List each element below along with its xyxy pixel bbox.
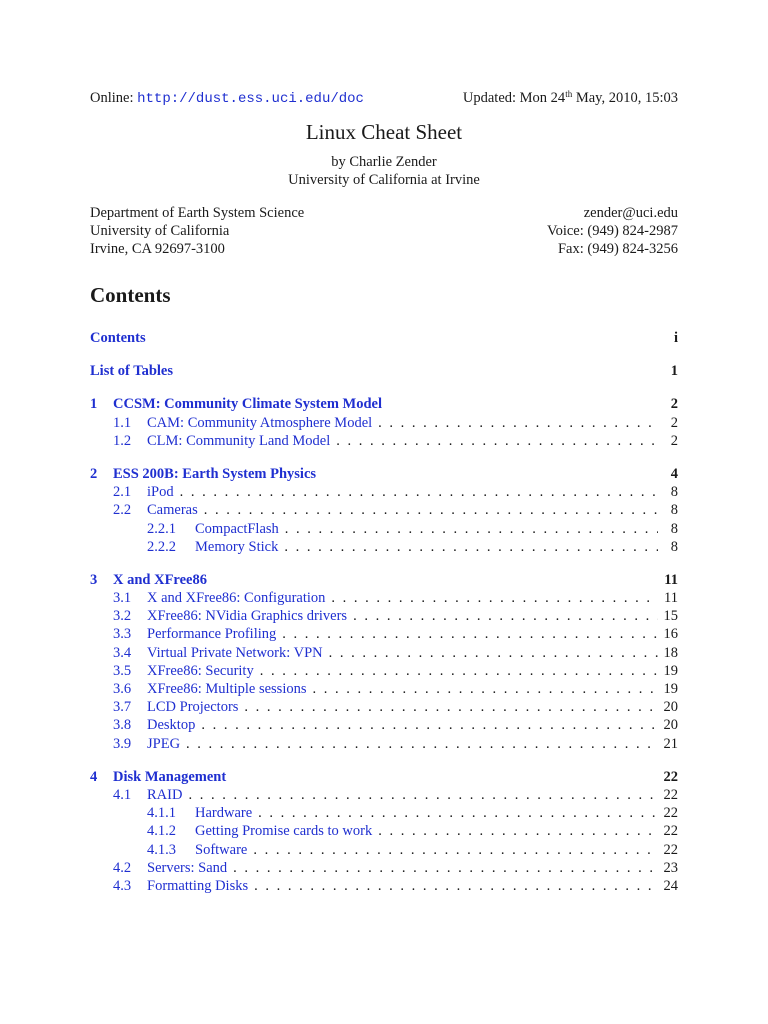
toc-number[interactable]: 3.6 [113,681,132,697]
toc-entry-section-3[interactable] [90,571,678,589]
toc-entry-section-3-8[interactable] [90,716,678,734]
toc-label[interactable]: CCSM: Community Climate System Model [113,396,383,413]
toc-entry-section-4-1-3[interactable] [90,841,678,859]
toc-entry-section-3-1[interactable] [90,589,678,607]
dot-leader [284,538,658,556]
toc-number[interactable]: 3.9 [113,735,132,752]
dot-leader [253,841,657,859]
postal-address [90,204,304,258]
toc-page: 19 [663,681,678,697]
toc-number[interactable]: 4.2 [113,859,132,876]
toc-number[interactable]: 1.1 [113,414,132,431]
toc-number[interactable]: 2.2.1 [147,520,176,537]
toc-number[interactable]: 3.8 [113,717,132,734]
toc-entry-section-2-1[interactable] [90,483,678,501]
toc-page: 22 [663,823,678,840]
toc-label[interactable]: XFree86: Multiple sessions [147,681,307,697]
toc-label[interactable]: Getting Promise cards to work [195,823,373,840]
toc-number[interactable]: 3.1 [113,590,132,607]
address-block [90,204,678,258]
toc-entry-section-1[interactable] [90,395,678,413]
toc-page: 20 [663,699,678,716]
toc-label[interactable]: iPod [147,484,174,501]
dot-leader [336,432,658,450]
dot-leader [353,607,657,625]
toc-number[interactable]: 2 [90,465,98,482]
toc-page: 18 [663,644,678,661]
toc-page: 8 [670,520,678,537]
toc-entry-section-3-6[interactable] [90,680,678,698]
toc-number[interactable]: 2.1 [113,484,132,501]
online-url-link[interactable]: http://dust.ess.uci.edu/doc [137,91,364,107]
toc-entry-section-4-3[interactable] [90,877,678,895]
page-header [90,88,678,108]
contact-info [547,204,678,258]
toc-entry-section-4[interactable] [90,768,678,786]
toc-label[interactable]: Contents [90,330,146,346]
toc-label[interactable]: Memory Stick [195,538,279,555]
toc-label[interactable]: Desktop [147,717,196,734]
toc-page: 24 [663,877,678,894]
toc-entry-section-3-3[interactable] [90,625,678,643]
document-page [90,88,678,895]
dot-leader [313,680,658,698]
updated-sup: th [565,89,573,99]
toc-label[interactable]: CAM: Community Atmosphere Model [147,414,373,431]
toc-page: 19 [663,662,678,679]
dot-leader [331,589,658,607]
toc-label[interactable]: LCD Projectors [147,699,239,716]
dot-leader [282,625,657,643]
toc-label[interactable]: Hardware [195,805,253,822]
updated-info [463,88,678,108]
dot-leader [285,520,658,538]
online-label: Online: [90,90,134,106]
toc-number[interactable]: 4.1 [113,786,132,803]
dot-leader [188,786,657,804]
document-title: Linux Cheat Sheet [305,120,463,144]
city-zip: Irvine, CA 92697-3100 [90,241,225,257]
dot-leader [204,501,658,519]
toc-label[interactable]: ESS 200B: Earth System Physics [113,465,317,482]
toc-number[interactable]: 3.2 [113,608,132,625]
toc-page: 11 [664,590,678,607]
toc-page: 1 [670,363,678,380]
toc-number[interactable]: 1.2 [113,432,132,449]
toc-page: 8 [670,502,678,519]
toc-label[interactable]: CLM: Community Land Model [147,432,331,449]
updated-suffix: May, 2010, 15:03 [572,90,678,106]
toc-label[interactable]: X and XFree86 [113,571,207,588]
toc-page: 2 [670,432,678,449]
toc-page: 4 [670,465,678,482]
toc-entry-section-4-2[interactable] [90,859,678,877]
toc-label[interactable]: XFree86: Security [147,662,254,679]
toc-page: 8 [670,484,678,501]
dot-leader [378,414,658,432]
voice-phone: Voice: (949) 824-2987 [546,223,678,239]
toc-label[interactable]: JPEG [147,735,181,752]
toc-label[interactable]: X and XFree86: Configuration [147,590,326,607]
toc-entry-section-3-2[interactable] [90,607,678,625]
author: by Charlie Zender [331,154,437,170]
toc-entry-contents[interactable] [90,329,678,347]
toc-entry-section-3-7[interactable] [90,698,678,716]
toc-number[interactable]: 3.5 [113,662,132,679]
toc-page: i [673,330,678,346]
table-of-contents [90,329,678,895]
toc-label[interactable]: Software [195,841,248,858]
toc-label[interactable]: List of Tables [90,363,173,380]
toc-number[interactable]: 2.2.2 [147,538,176,555]
online-info [90,88,364,108]
dot-leader [378,822,657,840]
toc-label[interactable]: Formatting Disks [147,877,249,894]
toc-number[interactable]: 3.4 [113,644,132,661]
toc-entry-section-2-2-1[interactable] [90,520,678,538]
toc-page: 2 [670,396,678,413]
dot-leader [180,483,658,501]
updated-prefix: Updated: Mon 24 [462,90,566,106]
toc-number[interactable]: 4.1.1 [147,805,176,822]
toc-page: 8 [670,538,678,555]
department: Department of Earth System Science [90,205,305,221]
toc-entry-section-4-1-1[interactable] [90,804,678,822]
toc-number[interactable]: 3 [90,571,98,588]
toc-entry-list-of-tables[interactable] [90,362,678,380]
dot-leader [254,877,657,895]
toc-page: 21 [663,735,678,752]
toc-label[interactable]: Cameras [147,502,198,519]
toc-entry-section-2-2-2[interactable] [90,538,678,556]
toc-number[interactable]: 3.7 [113,699,132,716]
dot-leader [201,716,657,734]
toc-number[interactable]: 4.1.3 [147,841,176,858]
toc-page: 22 [663,805,678,822]
fax-number: Fax: (949) 824-3256 [557,241,678,257]
toc-label[interactable]: Performance Profiling [147,626,277,643]
toc-label[interactable]: Disk Management [113,768,227,785]
toc-page: 16 [663,626,678,643]
toc-page: 11 [664,571,678,588]
toc-page: 2 [670,414,678,431]
toc-page: 22 [663,841,678,858]
toc-entry-section-1-1[interactable] [90,414,678,432]
dot-leader [186,735,657,753]
toc-entry-section-2[interactable] [90,465,678,483]
university: University of California [90,223,230,239]
email: zender@uci.edu [583,205,678,221]
toc-page: 15 [663,608,678,625]
toc-label[interactable]: XFree86: NVidia Graphics drivers [147,608,348,625]
toc-number[interactable]: 3.3 [113,626,132,643]
toc-label[interactable]: RAID [147,786,183,803]
toc-number[interactable]: 1 [90,396,98,413]
toc-page: 22 [663,768,678,785]
toc-entry-section-4-1[interactable] [90,786,678,804]
byline [90,153,678,189]
toc-number[interactable]: 2.2 [113,502,132,519]
toc-label[interactable]: Servers: Sand [147,859,228,876]
dot-leader [233,859,657,877]
toc-label[interactable]: CompactFlash [195,520,279,537]
dot-leader [260,662,658,680]
contents-heading: Contents [90,283,171,307]
toc-entry-section-4-1-2[interactable] [90,822,678,840]
toc-label[interactable]: Virtual Private Network: VPN [147,644,323,661]
toc-number[interactable]: 4.1.2 [147,823,176,840]
dot-leader [329,644,658,662]
toc-entry-section-3-5[interactable] [90,662,678,680]
toc-page: 23 [663,859,678,876]
affiliation: University of California at Irvine [288,172,480,188]
toc-entry-section-3-4[interactable] [90,644,678,662]
toc-entry-section-1-2[interactable] [90,432,678,450]
toc-entry-section-2-2[interactable] [90,501,678,519]
dot-leader [258,804,657,822]
toc-page: 22 [663,786,678,803]
toc-number[interactable]: 4.3 [113,877,132,894]
dot-leader [244,698,657,716]
toc-number[interactable]: 4 [90,768,98,785]
toc-page: 20 [663,717,678,734]
toc-entry-section-3-9[interactable] [90,735,678,753]
